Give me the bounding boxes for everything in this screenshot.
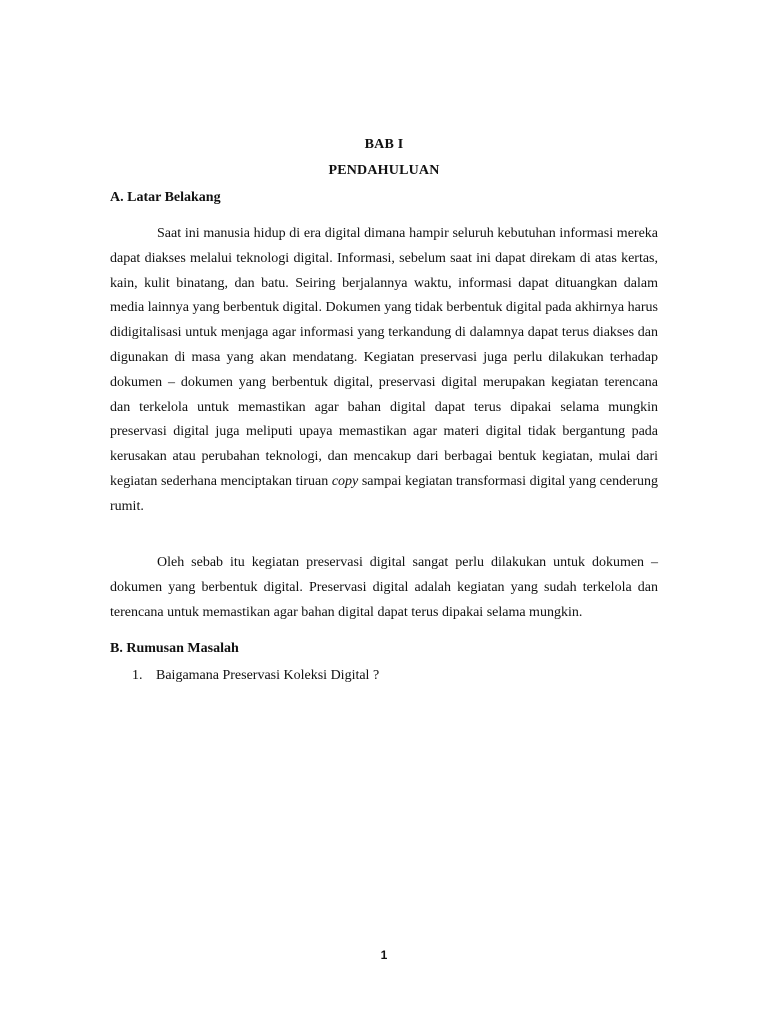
page-number: 1 — [380, 948, 388, 962]
paragraph-background-2: Oleh sebab itu kegiatan preservasi digital sangat perlu dilakukan untuk dokumen – dokumen yang berbentuk digital. Preservasi digital adalah kegiatan yang sudah terkelola dan terencana untuk memastikan agar bahan digital dapat terus dipakai selama mungkin. — [110, 555, 658, 620]
chapter-number: BAB I — [364, 137, 404, 152]
list-item-number: 1. — [132, 668, 143, 683]
section-heading-rumusan-masalah: B. Rumusan Masalah — [110, 641, 239, 656]
paragraph-text: sampai kegiatan transformasi digital yang cenderung rumit. — [110, 473, 658, 514]
paragraph-text: Saat ini manusia hidup di era digital dimana hampir seluruh kebutuhan informasi mereka dapat diakses melalui teknologi digital. Informasi, sebelum saat ini dapat direkam di atas kertas, kain, kulit binatang, dan batu. Seiring berjalannya waktu, informasi dapat dituangkan dalam media lainnya yang berbentuk digital. Dokumen yang tidak berbentuk digital pada akhirnya harus didigitalisasi untuk menjaga agar informasi yang terkandung di dalamnya dapat terus diakses dan digunakan di masa yang akan mendatang. Kegiatan preservasi juga perlu dilakukan terhadap dokumen – dokumen yang berbentuk digital, preservasi digital merupakan kegiatan terencana dan terkelola untuk memastikan agar bahan digital dapat terus dipakai selama mungkin preservasi digital juga meliputi upaya memastikan agar materi digital tidak bergantung pada kerusakan atau perubahan teknologi, dan mencakup dari berbagai bentuk kegiatan, mulai dari kegiatan sederhana menciptakan tiruan — [110, 226, 658, 489]
chapter-title: PENDAHULUAN — [328, 163, 440, 178]
section-heading-latar-belakang: A. Latar Belakang — [110, 190, 221, 205]
paragraph-background-1 — [110, 222, 658, 520]
list-item — [132, 664, 379, 689]
list-item-text: Baigamana Preservasi Koleksi Digital ? — [156, 668, 380, 683]
italic-term: copy — [331, 473, 359, 489]
